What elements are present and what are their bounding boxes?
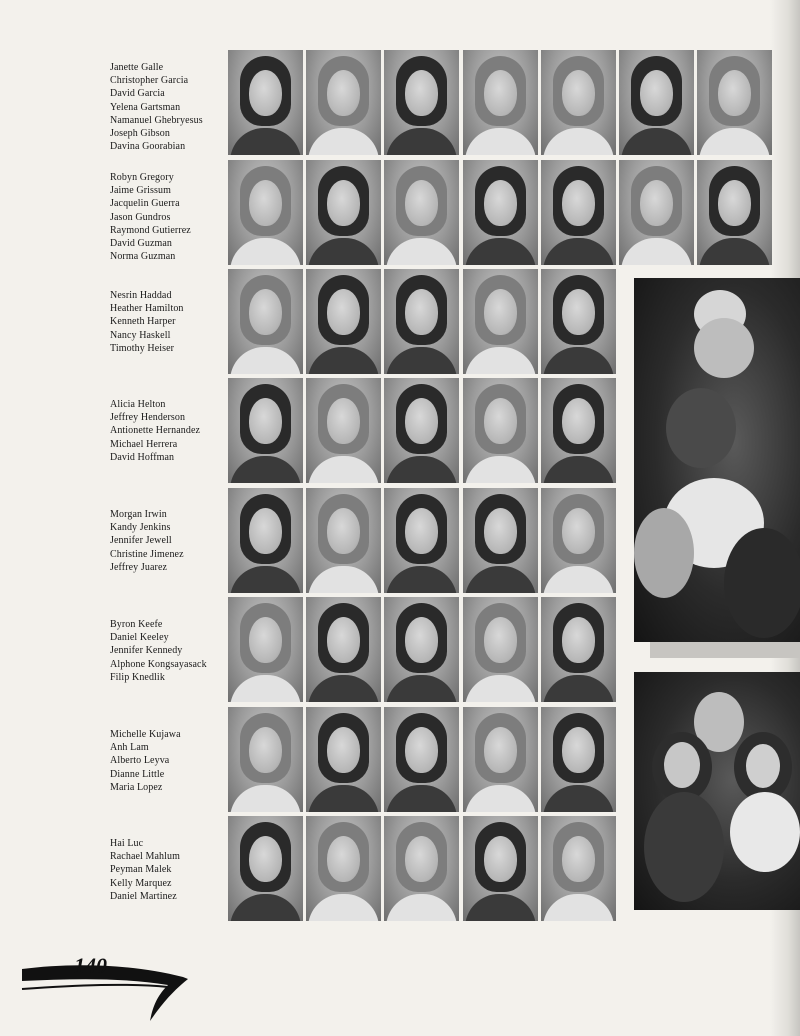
- student-name: Davina Goorabian: [110, 141, 186, 153]
- student-name: Alphone Kongsayasack: [110, 658, 207, 670]
- student-name: Christopher Garcia: [110, 75, 189, 87]
- student-name: Anh Lam: [110, 742, 149, 754]
- student-portrait: [697, 160, 772, 265]
- student-name: Antionette Hernandez: [110, 425, 201, 437]
- student-portrait: [384, 378, 459, 483]
- student-name: Kenneth Harper: [110, 316, 176, 328]
- name-list-row-2: [110, 171, 225, 263]
- student-name: Nesrin Haddad: [110, 290, 172, 301]
- student-portrait: [228, 269, 303, 374]
- name-list-row-4: [110, 398, 225, 464]
- student-portrait: [384, 488, 459, 593]
- student-name: David Garcia: [110, 88, 165, 100]
- student-name: Timothy Heiser: [110, 342, 175, 354]
- student-portrait: [306, 269, 381, 374]
- student-name: Daniel Martinez: [110, 890, 177, 902]
- student-portrait: [306, 50, 381, 155]
- student-portrait: [541, 269, 616, 374]
- student-portrait: [541, 488, 616, 593]
- name-list-row-8: [110, 837, 225, 903]
- student-name: Robyn Gregory: [110, 172, 174, 183]
- student-portrait: [384, 50, 459, 155]
- student-portrait: [463, 816, 538, 921]
- student-portrait: [541, 50, 616, 155]
- student-portrait: [463, 50, 538, 155]
- student-name: Janette Galle: [110, 62, 164, 73]
- name-list-row-5: [110, 508, 225, 574]
- name-list-row-3: [110, 289, 225, 355]
- candid-shadow-top: [650, 642, 800, 658]
- student-portrait: [306, 488, 381, 593]
- page-number: 140: [74, 953, 107, 978]
- student-name: Jason Gundros: [110, 211, 171, 223]
- student-portrait: [541, 378, 616, 483]
- student-name: Morgan Irwin: [110, 509, 167, 520]
- student-portrait: [384, 597, 459, 702]
- student-name: Jennifer Kennedy: [110, 645, 183, 657]
- student-name: Hai Luc: [110, 838, 144, 849]
- name-list-row-1: [110, 61, 225, 153]
- student-portrait: [228, 50, 303, 155]
- student-portrait: [306, 160, 381, 265]
- student-name: Daniel Keeley: [110, 632, 169, 644]
- student-name: Alberto Leyva: [110, 755, 170, 767]
- student-name: Jacquelin Guerra: [110, 198, 180, 210]
- student-portrait: [697, 50, 772, 155]
- student-name: Michael Herrera: [110, 438, 178, 450]
- student-name: Jeffrey Henderson: [110, 412, 186, 424]
- student-portrait: [541, 816, 616, 921]
- student-portrait: [384, 816, 459, 921]
- student-name: Nancy Haskell: [110, 329, 171, 341]
- student-name: Joseph Gibson: [110, 128, 170, 140]
- student-name: David Guzman: [110, 238, 173, 250]
- student-name: Byron Keefe: [110, 619, 163, 630]
- student-portrait: [619, 160, 694, 265]
- student-portrait: [463, 707, 538, 812]
- student-portrait: [228, 707, 303, 812]
- student-name: Kandy Jenkins: [110, 522, 171, 534]
- student-name: Peyman Malek: [110, 864, 172, 876]
- student-portrait: [384, 160, 459, 265]
- student-name: David Hoffman: [110, 451, 175, 463]
- student-portrait: [306, 707, 381, 812]
- student-portrait: [384, 707, 459, 812]
- student-name: Alicia Helton: [110, 399, 166, 410]
- student-name: Norma Guzman: [110, 251, 176, 263]
- student-name: Rachael Mahlum: [110, 851, 180, 863]
- candid-photo-crowd: [634, 278, 800, 642]
- student-portrait: [306, 378, 381, 483]
- student-portrait: [228, 160, 303, 265]
- student-name: Filip Knedlik: [110, 671, 165, 683]
- student-name: Christine Jimenez: [110, 548, 184, 560]
- student-name: Raymond Gutierrez: [110, 224, 191, 236]
- name-list-row-6: [110, 618, 225, 684]
- student-portrait: [463, 269, 538, 374]
- student-name: Jeffrey Juarez: [110, 561, 168, 573]
- candid-photo-group: [634, 672, 800, 910]
- student-portrait: [463, 597, 538, 702]
- student-portrait: [463, 160, 538, 265]
- student-name: Dianne Little: [110, 768, 165, 780]
- student-name: Jennifer Jewell: [110, 535, 172, 547]
- student-name: Heather Hamilton: [110, 303, 184, 315]
- student-name: Jaime Grissum: [110, 185, 172, 197]
- student-name: Maria Lopez: [110, 781, 163, 793]
- student-name: Michelle Kujawa: [110, 729, 181, 740]
- student-portrait: [463, 488, 538, 593]
- student-portrait: [541, 707, 616, 812]
- student-portrait: [228, 488, 303, 593]
- student-portrait: [619, 50, 694, 155]
- student-portrait: [541, 160, 616, 265]
- student-portrait: [463, 378, 538, 483]
- student-portrait: [228, 378, 303, 483]
- name-list-row-7: [110, 728, 225, 794]
- student-portrait: [228, 597, 303, 702]
- student-name: Namanuel Ghebryesus: [110, 114, 203, 126]
- student-name: Yelena Gartsman: [110, 101, 181, 113]
- student-name: Kelly Marquez: [110, 877, 172, 889]
- student-portrait: [306, 816, 381, 921]
- student-portrait: [306, 597, 381, 702]
- student-portrait: [228, 816, 303, 921]
- student-portrait: [541, 597, 616, 702]
- student-portrait: [384, 269, 459, 374]
